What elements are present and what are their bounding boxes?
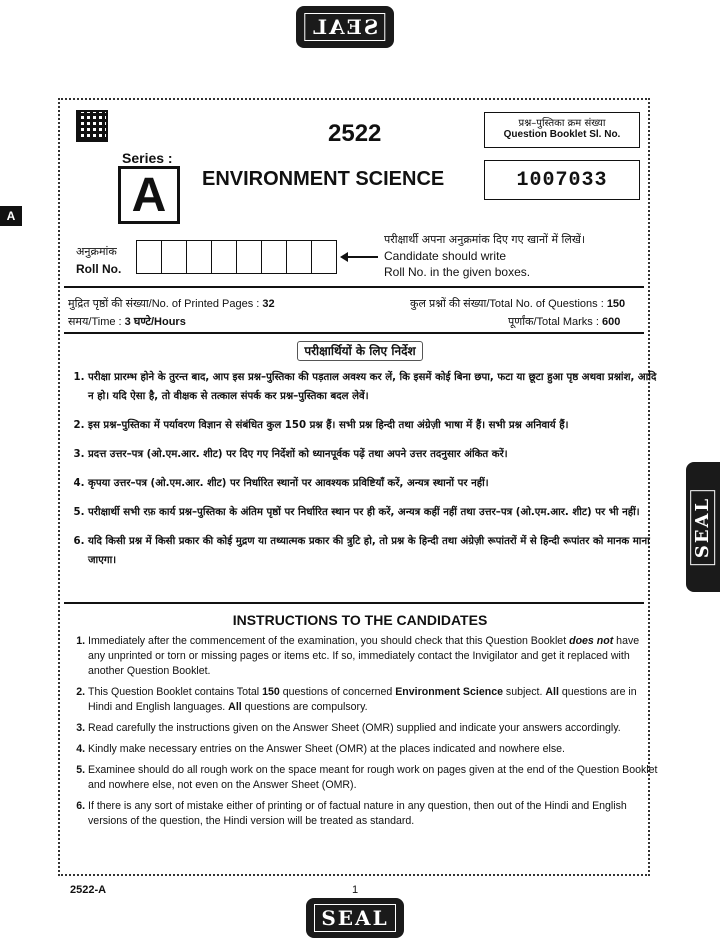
roll-box[interactable] [312, 241, 336, 273]
series-label: Series : [122, 150, 173, 166]
total-marks [508, 314, 620, 329]
seal-side-text: SEAL [691, 489, 716, 564]
booklet-number: 1007033 [484, 160, 640, 200]
hindi-instruction-item: 4. कृपया उत्तर–पत्र (ओ.एम.आर. शीट) पर निर्धारित स्थानों पर आवश्यक प्रविष्टियाँ करें, अन्यत्र स्थानों पर नहीं। [88, 474, 660, 493]
booklet-label-english: Question Booklet Sl. No. [503, 129, 621, 140]
time-value: 3 घण्टे/Hours [124, 316, 186, 328]
printed-pages [68, 296, 275, 311]
hindi-instruction-item: 2. इस प्रश्न–पुस्तिका में पर्यावरण विज्ञान से संबंधित कुल 150 प्रश्न हैं। सभी प्रश्न हिन्दी तथा अंग्रेज़ी भाषा में हैं। सभी प्रश्न अनिवार्य हैं। [88, 416, 660, 435]
seal-top-text: SEAL [304, 13, 385, 41]
divider [64, 332, 644, 334]
subject-title: ENVIRONMENT SCIENCE [202, 168, 445, 190]
footer-code: 2522-A [70, 884, 107, 896]
roll-label-english: Roll No. [76, 262, 122, 276]
english-instruction-item: 5. Examinee should do all rough work on the space meant for rough work on pages given at the end of the Question Booklet and nowhere else, not even on the Answer Sheet (OMR). [88, 763, 658, 793]
roll-box[interactable] [212, 241, 237, 273]
series-side-tab: A [0, 206, 22, 226]
roll-label-hindi: अनुक्रमांक [76, 245, 117, 258]
hindi-instruction-item: 3. प्रदत्त उत्तर–पत्र (ओ.एम.आर. शीट) पर दिए गए निर्देशों को ध्यानपूर्वक पढ़ें तथा अपने उत्तर तदनुसार अंकित करें। [88, 445, 660, 464]
arrow-left-icon [342, 256, 378, 258]
series-value: A [118, 166, 180, 224]
roll-box[interactable] [137, 241, 162, 273]
hindi-instructions-title: परीक्षार्थियों के लिए निर्देश [0, 342, 720, 359]
booklet-label-hindi: प्रश्न–पुस्तिका क्रम संख्या [518, 118, 606, 129]
roll-box[interactable] [237, 241, 262, 273]
roll-note-hindi: परीक्षार्थी अपना अनुक्रमांक दिए गए खानों में लिखें। [384, 233, 586, 246]
roll-note-english-1: Candidate should write [384, 249, 507, 263]
total-questions-label: कुल प्रश्नों की संख्या/Total No. of Questions : [410, 298, 607, 310]
seal-side [686, 462, 720, 592]
paper-code: 2522 [328, 120, 382, 147]
roll-box[interactable] [287, 241, 312, 273]
english-instructions-list [66, 634, 658, 835]
printed-pages-label: मुद्रित पृष्ठों की संख्या/No. of Printed Pages : [68, 298, 263, 310]
roll-box[interactable] [187, 241, 212, 273]
seal-top [296, 6, 394, 48]
page-number: 1 [352, 884, 359, 896]
total-questions-value: 150 [606, 298, 626, 310]
seal-bottom [306, 898, 404, 938]
total-marks-label: पूर्णांक/Total Marks : [508, 316, 602, 328]
hindi-instructions-list [66, 368, 660, 580]
booklet-number-label [484, 112, 640, 148]
roll-box[interactable] [162, 241, 187, 273]
divider [64, 286, 644, 288]
english-instruction-item: 1. Immediately after the commencement of the examination, you should check that this Question Booklet does not have any unprinted or torn or missing pages or items etc. If so, immediately contact the Invigilator and get it replaced with another Question Booklet. [88, 634, 658, 679]
roll-note-english-2: Roll No. in the given boxes. [384, 265, 531, 279]
english-instruction-item: 6. If there is any sort of mistake either of printing or of factual nature in any question, then out of the Hindi and English versions of the question, the Hindi version will be treated as standard. [88, 799, 658, 829]
seal-bottom-text: SEAL [314, 904, 395, 932]
qr-code-icon [76, 110, 108, 142]
total-marks-value: 600 [601, 316, 621, 328]
english-instruction-item: 4. Kindly make necessary entries on the Answer Sheet (OMR) at the places indicated and nowhere else. [88, 742, 658, 757]
printed-pages-value: 32 [262, 298, 275, 310]
time [68, 314, 186, 329]
english-instructions-title: INSTRUCTIONS TO THE CANDIDATES [232, 612, 488, 628]
divider [64, 602, 644, 604]
english-instruction-item: 3. Read carefully the instructions given on the Answer Sheet (OMR) supplied and indicate your answers accordingly. [88, 721, 658, 736]
total-questions [410, 296, 625, 311]
hindi-instruction-item: 5. परीक्षार्थी सभी रफ़ कार्य प्रश्न–पुस्तिका के अंतिम पृष्ठों पर निर्धारित स्थान पर ही करें, अन्यत्र कहीं नहीं तथा उत्तर–पत्र (ओ.एम.आर. शीट) पर भी नहीं। [88, 503, 660, 522]
roll-box[interactable] [262, 241, 287, 273]
english-instruction-item: 2. This Question Booklet contains Total 150 questions of concerned Environment Science subject. All questions are in Hindi and English languages. All questions are compulsory. [88, 685, 658, 715]
roll-note [384, 232, 585, 280]
hindi-instruction-item: 1. परीक्षा प्रारम्भ होने के तुरन्त बाद, आप इस प्रश्न–पुस्तिका की पड़ताल अवश्य कर लें, कि इसमें कोई बिना छपा, फटा या छूटा हुआ पृष्ठ अथवा प्रश्नांश, आदि न हो। यदि ऐसा है, तो वीक्षक से तत्काल संपर्क कर प्रश्न–पुस्तिका बदल लेवें। [88, 368, 660, 406]
time-label: समय/Time : [68, 316, 125, 328]
roll-number-boxes[interactable] [136, 240, 337, 274]
hindi-instruction-item: 6. यदि किसी प्रश्न में किसी प्रकार की कोई मुद्रण या तथ्यात्मक प्रकार की त्रुटि हो, तो प्रश्न के हिन्दी तथा अंग्रेज़ी रूपांतरों में से हिन्दी रूपांतर को मानक माना जाएगा। [88, 532, 660, 570]
